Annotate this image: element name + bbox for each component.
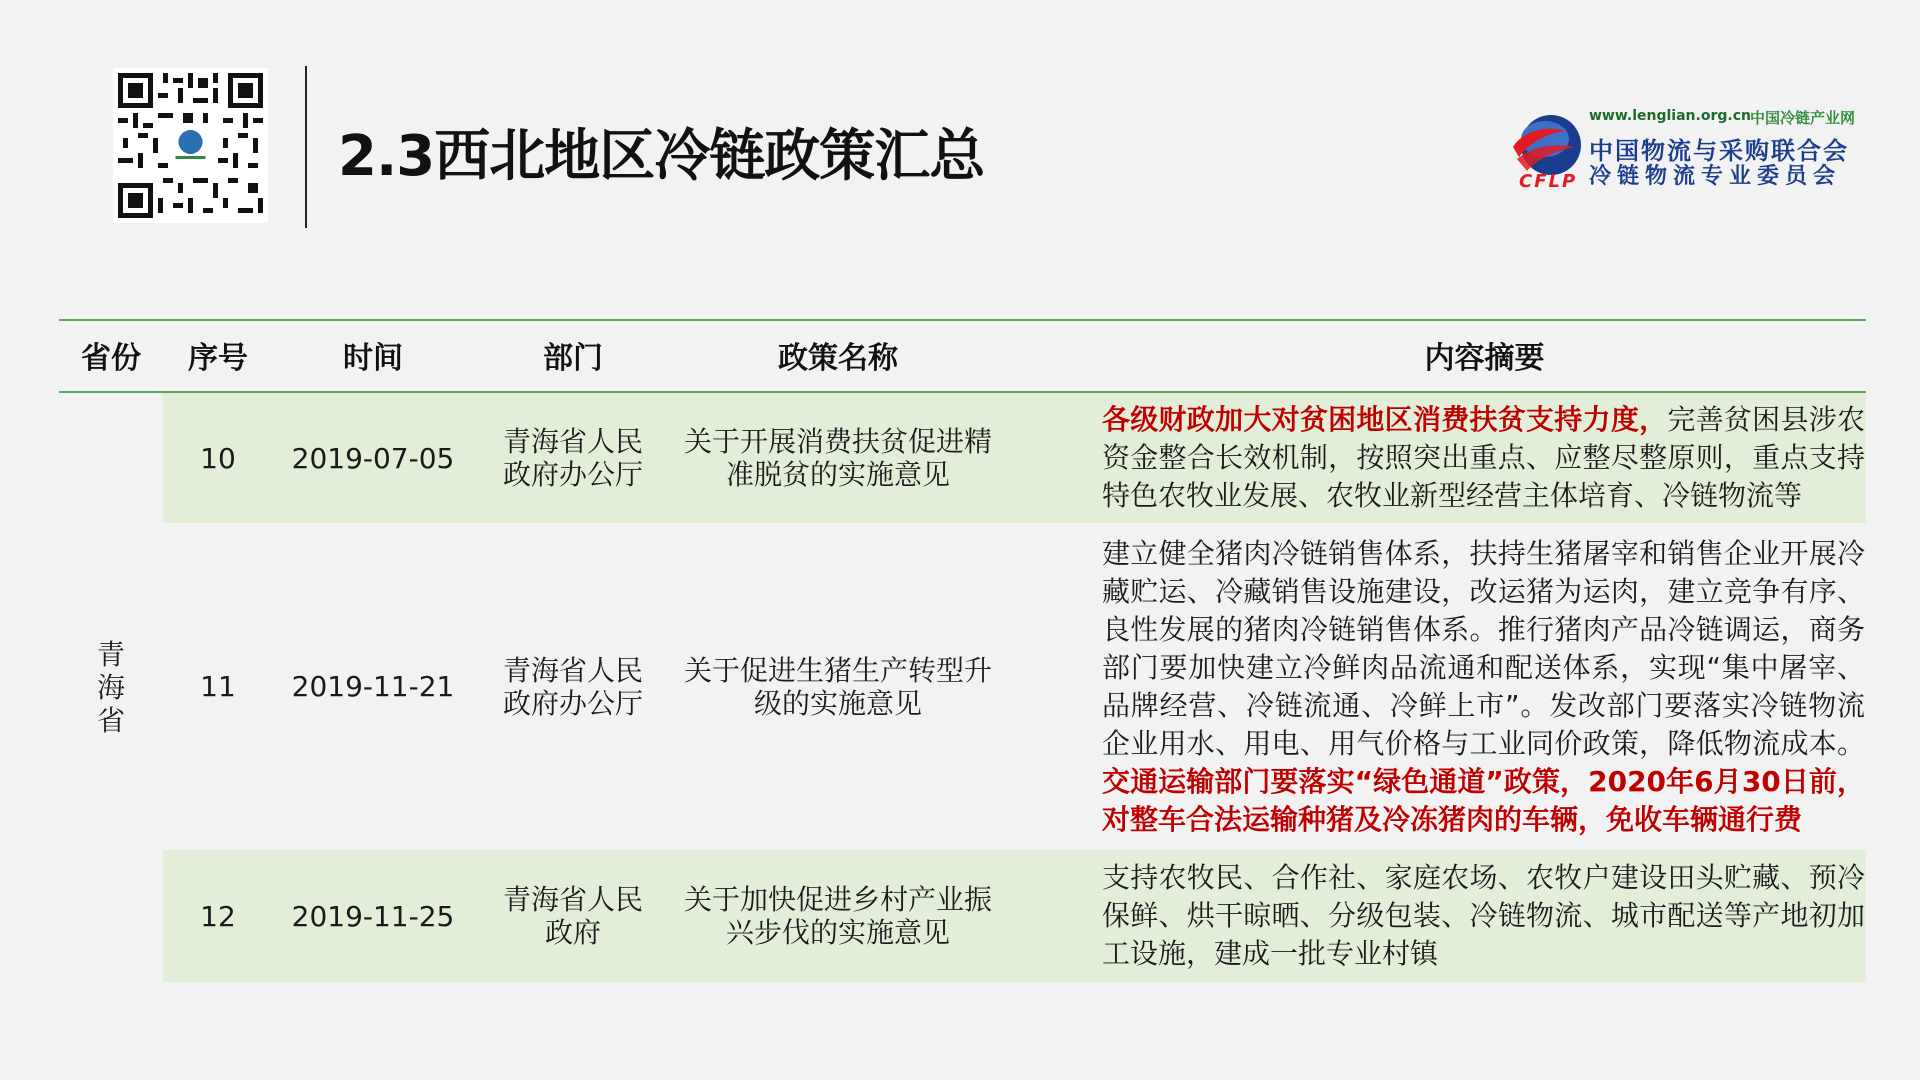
summary-cell — [1102, 523, 1865, 850]
logo-org-name: 中国物流与采购联合会 — [1589, 137, 1849, 165]
seq-cell: 12 — [200, 899, 236, 933]
header-summary: 内容摘要 — [1424, 341, 1545, 376]
province-cell — [59, 393, 163, 982]
cflp-logo — [1505, 104, 1875, 194]
header-province: 省份 — [81, 341, 141, 376]
header-policy: 政策名称 — [778, 341, 898, 376]
header-date: 时间 — [343, 341, 403, 376]
policy-cell: 关于促进生猪生产转型升级的实施意见 — [683, 653, 992, 720]
table-row — [163, 393, 1866, 523]
summary-text: 建立健全猪肉冷链销售体系，扶持生猪屠宰和销售企业开展冷藏贮运、冷藏销售设施建设，改运猪为运肉，建立竞争有序、良性发展的猪肉冷链销售体系。推行猪肉产品冷链调运，商务部门要加快建立冷鲜肉品流通和配送体系，实现“集中屠宰、品牌经营、冷链流通、冷鲜上市”。发改部门要落实冷链物流企业用水、用电、用气价格与工业同价政策，降低物流成本。 — [1102, 536, 1865, 760]
policy-cell: 关于开展消费扶贫促进精准脱贫的实施意见 — [683, 425, 992, 491]
qr-code — [113, 68, 268, 223]
logo-mark-text: CFLP — [1519, 171, 1578, 192]
date-cell: 2019-11-25 — [291, 899, 455, 933]
summary-text: 支持农牧民、合作社、家庭农场、农牧户建设田头贮藏、预冷保鲜、烘干晾晒、分级包装、冷链物流、城市配送等产地初加工设施，建成一批专业村镇 — [1102, 861, 1865, 970]
page-title: 2.3西北地区冷链政策汇总 — [338, 124, 985, 189]
dept-cell: 青海省人民政府办公厅 — [502, 425, 643, 491]
logo-site-name: 中国冷链产业网 — [1750, 109, 1856, 127]
policy-table — [59, 319, 1866, 982]
dept-cell: 青海省人民政府办公厅 — [502, 653, 643, 720]
header-dept: 部门 — [543, 341, 603, 376]
seq-cell: 10 — [200, 441, 236, 475]
summary-highlight: 各级财政加大对贫困地区消费扶贫支持力度， — [1102, 403, 1668, 436]
policy-cell: 关于加快促进乡村产业振兴步伐的实施意见 — [683, 883, 992, 949]
seq-cell: 11 — [200, 670, 236, 703]
date-cell: 2019-11-21 — [291, 670, 455, 703]
summary-cell — [1102, 850, 1865, 982]
province-label: 青海省 — [96, 638, 125, 737]
date-cell: 2019-07-05 — [291, 441, 455, 475]
table-row — [163, 523, 1866, 850]
logo-url: www.lenglian.org.cn — [1589, 108, 1751, 124]
summary-highlight: 交通运输部门要落实“绿色通道”政策，2020年6月30日前，对整车合法运输种猪及冷冻猪肉的车辆，免收车辆通行费 — [1102, 764, 1865, 836]
header-seq: 序号 — [188, 341, 248, 376]
logo-committee-name: 冷链物流专业委员会 — [1589, 164, 1842, 189]
table-row — [163, 850, 1866, 982]
summary-text: 完善贫困县涉农资金整合长效机制，按照突出重点、应整尽整原则，重点支持特色农牧业发展、农牧业新型经营主体培育、冷链物流等 — [1102, 403, 1865, 512]
dept-cell: 青海省人民政府 — [502, 883, 643, 949]
title-divider — [305, 66, 307, 228]
summary-cell — [1102, 393, 1865, 523]
